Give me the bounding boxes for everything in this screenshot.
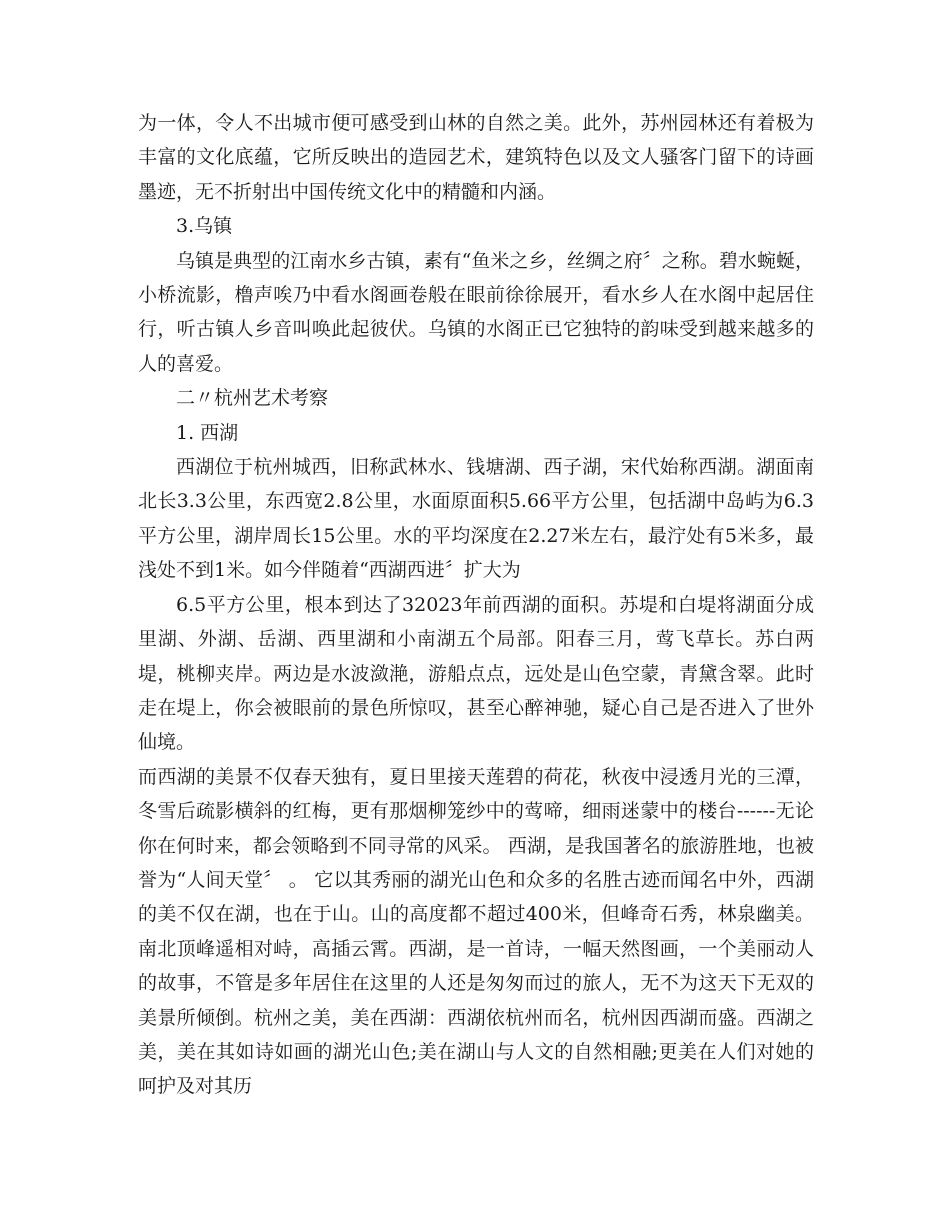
heading-wuzhen: 3.乌镇	[176, 215, 233, 238]
document-body	[138, 106, 814, 1104]
paragraph-west-lake-geography: 西湖位于杭州城西，旧称武林水、钱塘湖、西子湖，宋代始称西湖。湖面南北长3.3公里，东西宽2.8公里，水面原面积5.66平方公里，包括湖中岛屿为6.3平方公里，湖岸周长15公里。水的平均深度在2.27米左右，最泞处有5米多，最浅处不到1米。如今伴随着“西湖西进〞扩大为	[138, 456, 814, 582]
heading-hangzhou-art-survey: 二〃杭州艺术考察	[176, 387, 329, 410]
heading-west-lake: 1. 西湖	[176, 421, 239, 444]
paragraph-suzhou-gardens-continued: 为一体，令人不出城市便可感受到山林的自然之美。此外，苏州园林还有着极为丰富的文化底蕴，它所反映出的造园艺术，建筑特色以及文人骚客门留下的诗画墨迹，无不折射出中国传统文化中的精髓和内涵。	[138, 112, 814, 203]
paragraph-west-lake-area: 6.5平方公里，根本到达了32023年前西湖的面积。苏堤和白堤将湖面分成里湖、外湖、岳湖、西里湖和小南湖五个局部。阳春三月，莺飞草长。苏白两堤，桃柳夹岸。两边是水波潋滟，游船点点，远处是山色空蒙，青黛含翠。此时走在堤上，你会被眼前的景色所惊叹，甚至心醉神驰，疑心自己是否进入了世外仙境。	[138, 593, 814, 754]
paragraph-wuzhen: 乌镇是典型的江南水乡古镇，素有“鱼米之乡，丝绸之府〞之称。碧水蜿蜒，小桥流影，橹声唉乃中看水阁画卷般在眼前徐徐展开，看水乡人在水阁中起居住行，听古镇人乡音叫唤此起彼伏。乌镇的水阁正已它独特的韵味受到越来越多的人的喜爱。	[138, 249, 814, 375]
paragraph-west-lake-seasons: 而西湖的美景不仅春天独有，夏日里接天莲碧的荷花，秋夜中浸透月光的三潭，冬雪后疏影横斜的红梅，更有那烟柳笼纱中的莺啼，细雨迷蒙中的楼台------无论你在何时来，都会领略到不同寻常的风采。 西湖，是我国著名的旅游胜地，也被誉为“人间天堂〞 。 它以其秀丽的湖光山色和众多的名胜古迹而闻名中外，西湖的美不仅在湖，也在于山。山的高度都不超过400米，但峰奇石秀，林泉幽美。南北顶峰遥相对峙，高插云霄。西湖，是一首诗，一幅天然图画，一个美丽动人的故事，不管是多年居住在这里的人还是匆匆而过的旅人，无不为这天下无双的美景所倾倒。杭州之美，美在西湖：西湖依杭州而名，杭州因西湖而盛。西湖之美，美在其如诗如画的湖光山色;美在湖山与人文的自然相融;更美在人们对她的呵护及对其历	[138, 765, 814, 1098]
